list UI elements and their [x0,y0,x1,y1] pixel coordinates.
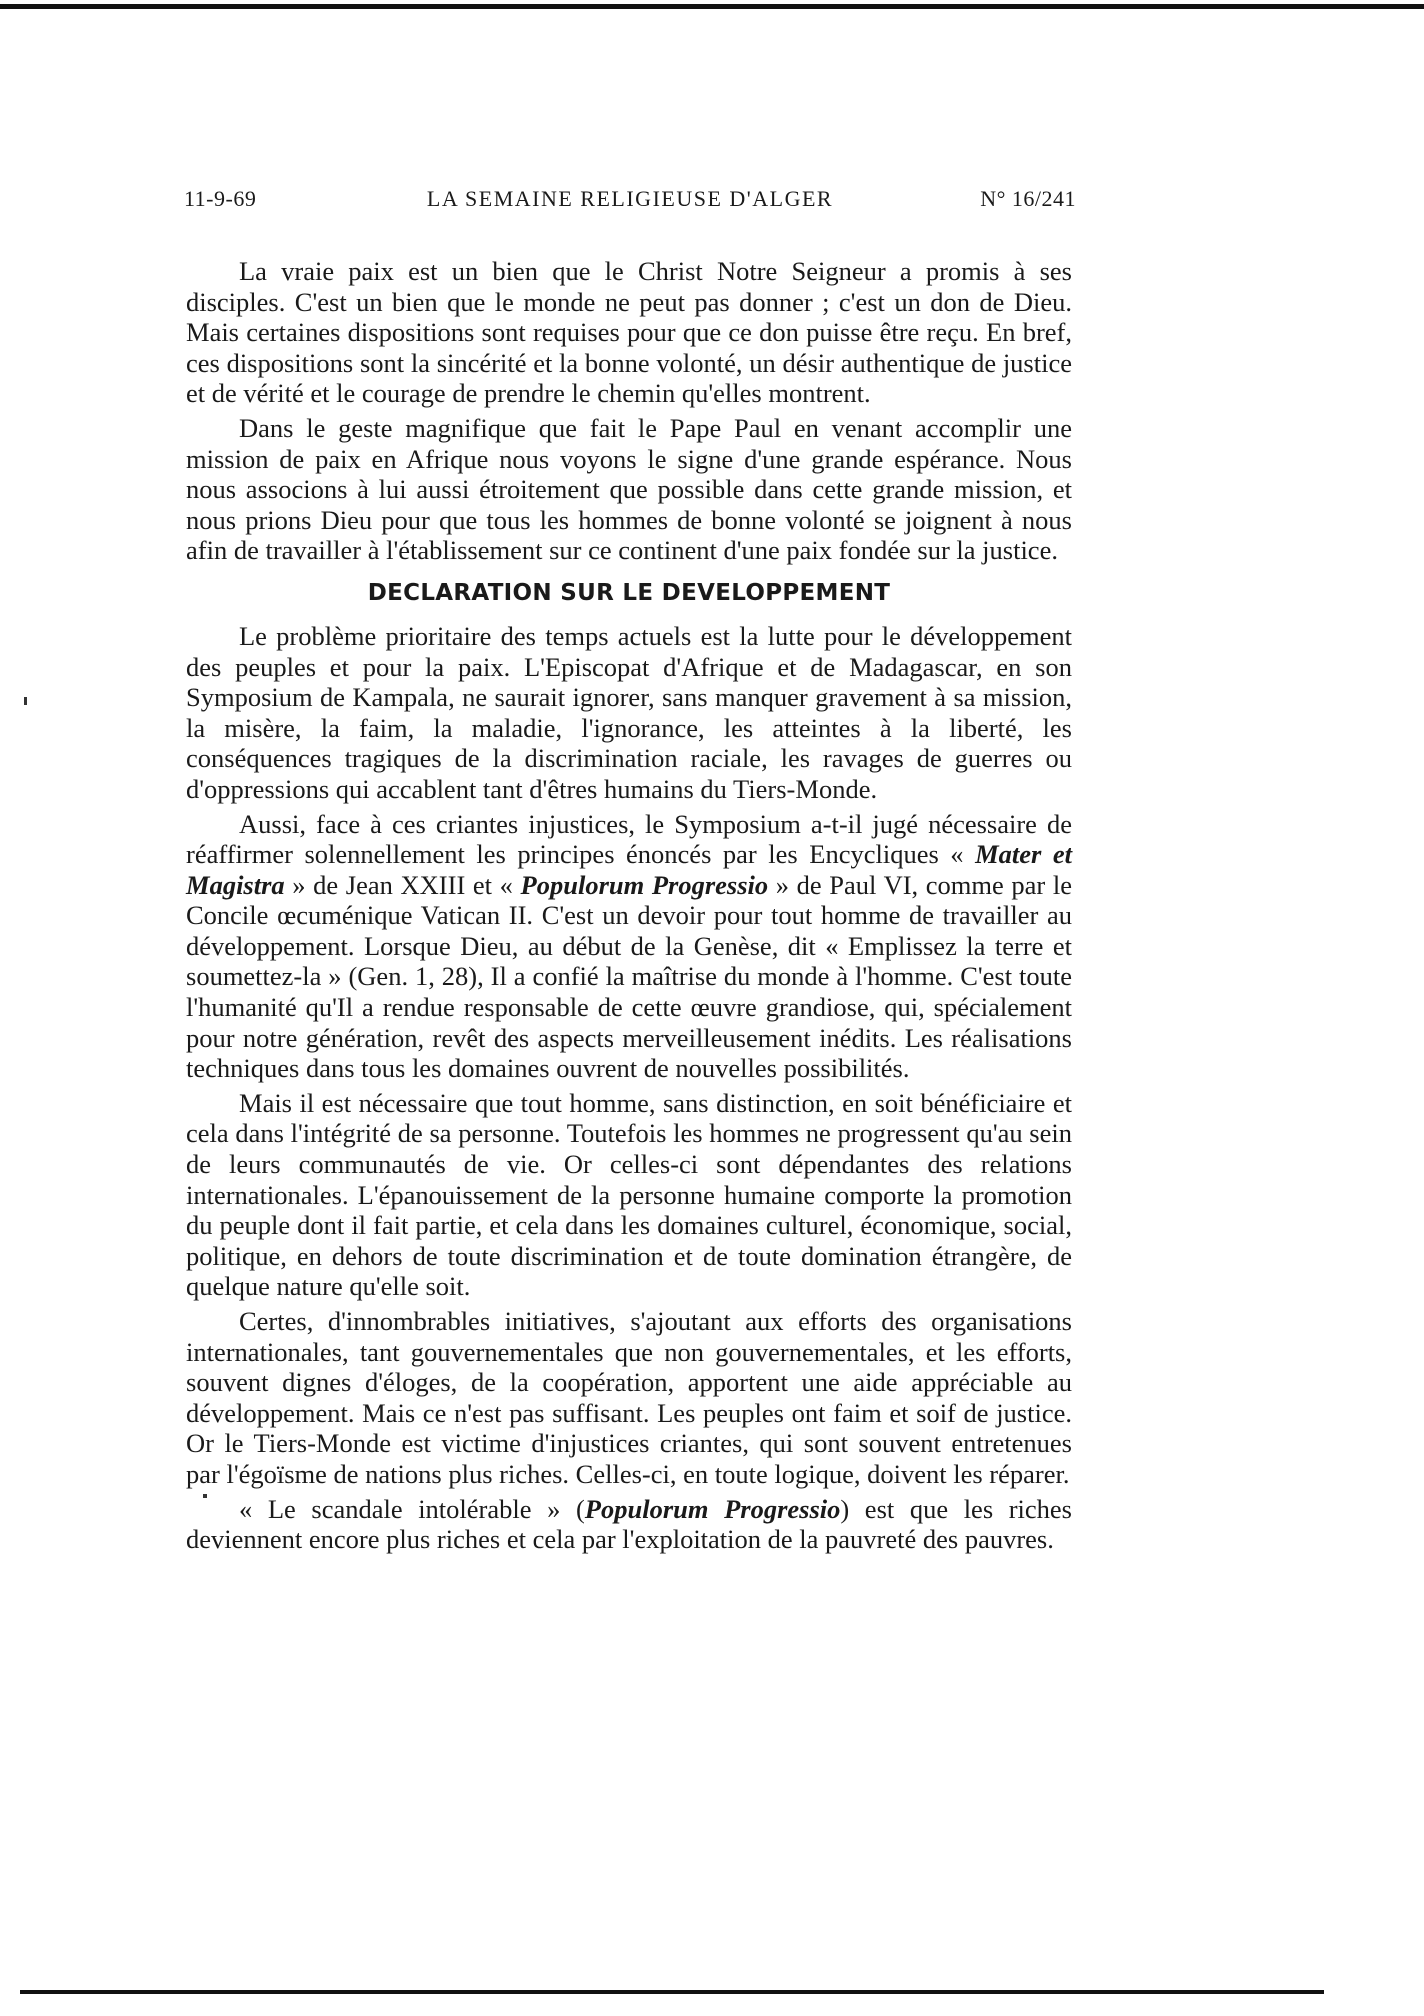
encyclical-title: Populorum Progressio [520,869,769,900]
paragraph-scandal [186,1494,1072,1555]
text-run: ) est que les riches deviennent encore plus riches et cela par l'exploitation de la pauvreté des pauvres. [186,1493,1072,1555]
issue-date: 11-9-69 [184,186,257,211]
running-header [184,186,1076,216]
paragraph-priority: Le problème prioritaire des temps actuels est la lutte pour le développement des peuples et pour la paix. L'Episcopat d'Afrique et de Madagascar, en son Symposium de Kampala, ne saurait ignorer, sans manquer gravement à sa mission, la misère, la faim, la maladie, l'ignorance, les atteintes à la liberté, les conséquences tragiques de la discrimination raciale, les ravages de guerres ou d'oppressions qui accablent tant d'êtres humains du Tiers-Monde. [186,620,1072,804]
section-heading: DECLARATION SUR LE DEVELOPPEMENT [367,579,891,606]
issue-number: N° 16/241 [980,186,1076,211]
paragraph-pope-mission: Dans le geste magnifique que fait le Pape Paul en venant accomplir une mission de paix en Afrique nous voyons le signe d'une grande espérance. Nous nous associons à lui aussi étroitement que possible dans cette grande mission, et nous prions Dieu pour que tous les hommes de bonne volonté se joignent à nous afin de travailler à l'établissement sur ce continent d'une paix fondée sur la justice. [186,412,1072,566]
bottom-border-rule [20,1990,1324,1994]
paragraph-every-man: Mais il est nécessaire que tout homme, sans distinction, en soit bénéficiaire et cela dans l'intégrité de sa personne. Toutefois les hommes ne progressent qu'au sein de leurs communautés de vie. Or celles-ci sont dépendantes des relations internationales. L'épanouissement de la personne humaine comporte la promotion du peuple dont il fait partie, et cela dans les domaines culturel, économique, social, politique, en dehors de toute discrimination et de toute domination étrangère, de quelque nature qu'elle soit. [186,1087,1072,1302]
top-border-rule [0,4,1424,9]
scan-speck [24,697,27,705]
publication-title: LA SEMAINE RELIGIEUSE D'ALGER [426,186,834,211]
encyclical-title: Mater et Magistra [186,839,1073,900]
text-run: Aussi, face à ces criantes injustices, le Symposium a-t-il jugé nécessaire de réaffirmer solennellement les principes énoncés par les Encycliques « [186,808,1072,870]
text-run: « Le scandale intolérable » ( [239,1493,585,1524]
text-run: » de Jean XXIII et « [284,869,521,900]
text-run: » de Paul VI, comme par le Concile œcuménique Vatican II. C'est un devoir pour tout homme de travailler au développement. Lorsque Dieu, au début de la Genèse, dit « Emplissez la terre et soumettez-la » (Gen. 1, 28), Il a confié la maîtrise du monde à l'homme. C'est toute l'humanité qu'Il a rendue responsable de cette œuvre grandiose, qui, spécialement pour notre génération, revêt des aspects merveilleusement inédits. Les réalisations techniques dans tous les domaines ouvrent de nouvelles possibilités. [186,869,1072,1084]
paragraph-peace: La vraie paix est un bien que le Christ Notre Seigneur a promis à ses disciples. C'est un bien que le monde ne peut pas donner ; c'est un don de Dieu. Mais certaines dispositions sont requises pour que ce don puisse être reçu. En bref, ces dispositions sont la sincérité et la bonne volonté, un désir authentique de justice et de vérité et le courage de prendre le chemin qu'elles montrent. [186,256,1072,409]
paragraph-initiatives: Certes, d'innombrables initiatives, s'ajoutant aux efforts des organisations internationales, tant gouvernementales que non gouvernementales, et les efforts, souvent dignes d'éloges, de la coopération, apportent une aide appréciable au développement. Mais ce n'est pas suffisant. Les peuples ont faim et soif de justice. Or le Tiers-Monde est victime d'injustices criantes, qui sont souvent entretenues par l'égoïsme de nations plus riches. Celles-ci, en toute logique, doivent les réparer. [186,1306,1072,1489]
paragraph-symposium [186,809,1072,1084]
article-body [186,256,1072,1559]
encyclical-title: Populorum Progressio [584,1493,841,1524]
scan-speck [203,1494,207,1498]
